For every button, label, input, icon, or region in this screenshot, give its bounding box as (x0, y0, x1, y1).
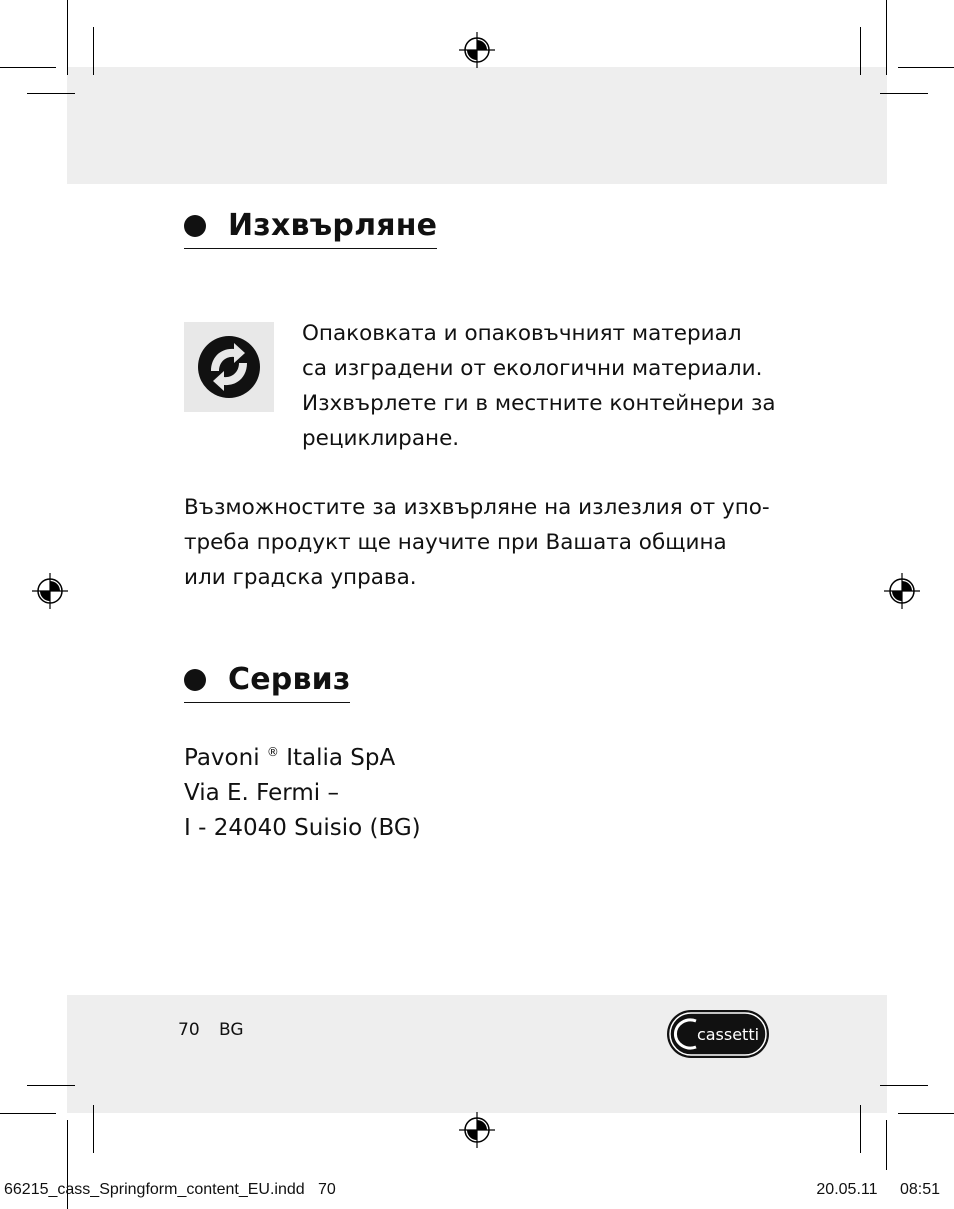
section-heading-text: Изхвърляне (228, 208, 438, 243)
text-line: Възможностите за изхвърляне на излезлия от упо- (184, 495, 770, 520)
slug-time: 08:51 (899, 1181, 940, 1198)
crop-mark (93, 27, 94, 75)
crop-mark (93, 1105, 94, 1153)
bullet-dot-icon (184, 215, 206, 237)
address-line: Via E. Fermi – (184, 780, 339, 806)
crop-mark (880, 1085, 928, 1086)
company-name: Pavoni (184, 745, 260, 771)
crop-mark (860, 1105, 861, 1153)
page-footer (178, 1020, 258, 1040)
page-number: 70 (178, 1020, 200, 1040)
registration-mark-icon (459, 32, 495, 68)
crop-mark (886, 0, 887, 75)
slug-date: 20.05.11 (816, 1181, 878, 1198)
slug-page: 70 (317, 1181, 336, 1198)
registration-mark-icon (459, 1112, 495, 1148)
disposal-options-paragraph (184, 490, 770, 595)
crop-mark (860, 27, 861, 75)
registered-mark: ® (266, 745, 279, 759)
green-dot-recycling-icon (184, 322, 274, 412)
address-line: I - 24040 Suisio (BG) (184, 815, 421, 841)
logo-text: cassetti (696, 1025, 760, 1044)
crop-mark (898, 1113, 954, 1114)
section-heading-text: Сервиз (228, 662, 351, 697)
section-heading-service (184, 662, 350, 703)
print-slug-timestamp (798, 1181, 940, 1199)
crop-mark (880, 93, 928, 94)
crop-mark (0, 67, 56, 68)
language-code: BG (219, 1020, 244, 1040)
registration-mark-icon (32, 573, 68, 609)
crop-mark (898, 67, 954, 68)
crop-mark (27, 1085, 75, 1086)
text-line: или градска управа. (184, 565, 417, 590)
registration-mark-icon (884, 573, 920, 609)
text-line: Изхвърлете ги в местните контейнери за (302, 391, 776, 416)
cassetti-logo (666, 1009, 770, 1059)
crop-mark (27, 93, 75, 94)
address-line (184, 735, 421, 776)
header-band (67, 67, 887, 184)
bullet-dot-icon (184, 669, 206, 691)
crop-mark (0, 1113, 56, 1114)
crop-mark (67, 0, 68, 75)
text-line: са изградени от екологични материали. (302, 356, 763, 381)
service-address (184, 735, 421, 846)
text-line: рециклиране. (302, 426, 460, 451)
text-line: треба продукт ще научите при Вашата община (184, 530, 727, 555)
crop-mark (886, 1120, 887, 1170)
slug-filename: 66215_cass_Springform_content_EU.indd (4, 1181, 305, 1198)
green-dot-recycling-icon (197, 335, 261, 399)
print-slug-file (4, 1181, 336, 1199)
text-line: Опаковката и опаковъчният материал (302, 321, 742, 346)
company-suffix: Italia SpA (278, 745, 396, 771)
section-heading-disposal (184, 208, 437, 249)
packaging-paragraph (302, 316, 776, 456)
